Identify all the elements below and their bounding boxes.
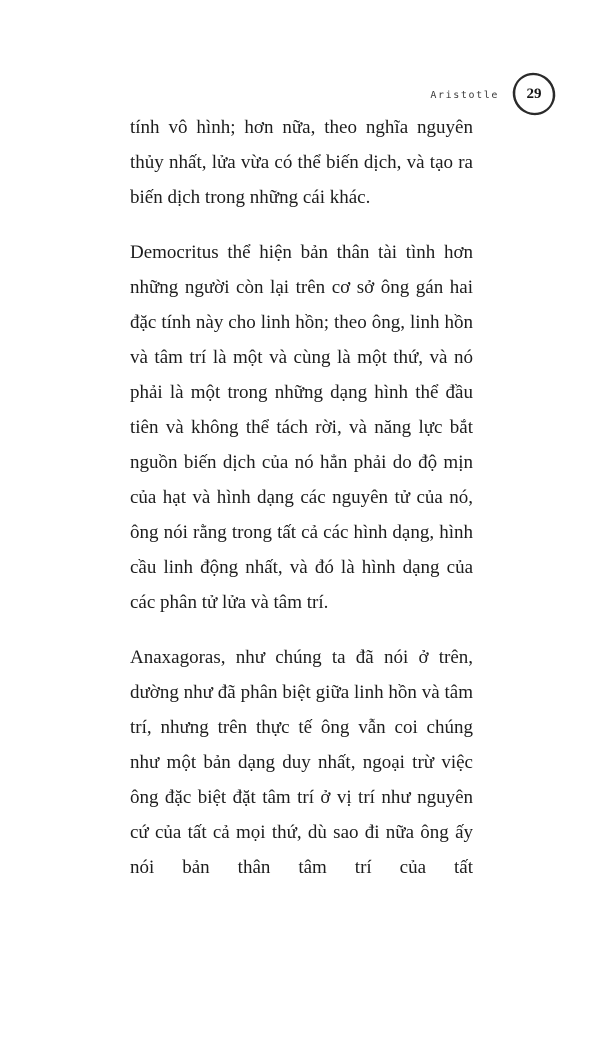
paragraph: tính vô hình; hơn nữa, theo nghĩa nguyên thủy nhất, lửa vừa có thể biến dịch, và tạo ra biến dịch trong những cái khác.	[130, 117, 473, 208]
paragraph: Anaxagoras, như chúng ta đã nói ở trên, dường như đã phân biệt giữa linh hồn và tâm trí, nhưng trên thực tế ông vẫn coi chúng như một bản dạng duy nhất, ngoại trừ việc ông đặc biệt đặt tâm trí ở vị trí như nguyên cứ của tất cả mọi thứ, dù sao đi nữa ông ấy nói bản thân tâm trí của tất	[130, 647, 473, 878]
page-number-badge	[510, 70, 558, 118]
body-text	[130, 110, 473, 905]
paragraph: Democritus thể hiện bản thân tài tình hơn những người còn lại trên cơ sở ông gán hai đặc tính này cho linh hồn; theo ông, linh hồn và tâm trí là một và cùng là một thứ, và nó phải là một trong những dạng hình thể đầu tiên và không thể tách rời, và năng lực bắt nguồn biến dịch của nó hẳn phải do độ mịn của hạt và hình dạng các nguyên tử của nó, ông nói rằng trong tất cả các hình dạng, hình cầu linh động nhất, và đó là hình dạng của các phân tử lửa và tâm trí.	[130, 242, 473, 613]
running-header-author: Aristotle	[430, 89, 499, 101]
page-number: 29	[526, 85, 542, 102]
